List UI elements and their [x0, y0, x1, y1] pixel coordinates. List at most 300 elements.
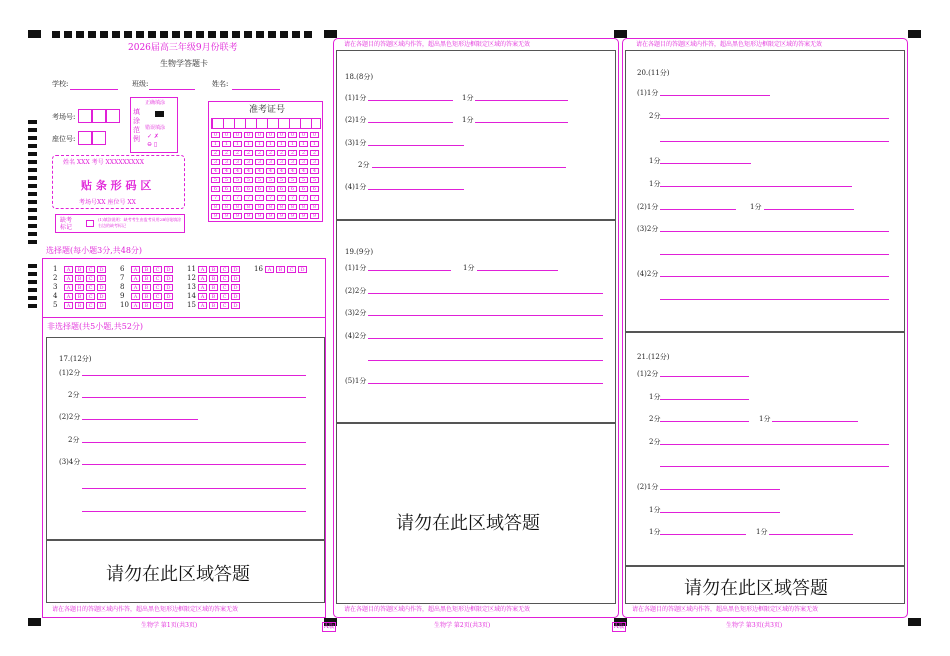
corner-mark-br — [908, 618, 921, 626]
mc-option-bubble[interactable]: A — [131, 284, 140, 291]
mc-option-bubble[interactable]: D — [97, 293, 106, 300]
admission-digit-bubble[interactable]: 0 — [244, 132, 253, 138]
mc-option-bubble[interactable]: C — [220, 302, 229, 309]
seat-box-1[interactable] — [78, 131, 92, 145]
admission-digit-bubble[interactable]: 6 — [255, 186, 264, 192]
p2-no-answer: 请勿在此区域答题 — [396, 513, 540, 534]
p2-warning-top: 请在各题目的答题区域内作答，超出黑色矩形边框限定区域的答案无效 — [344, 41, 531, 48]
admission-digit-bubble[interactable]: 6 — [277, 186, 286, 192]
admission-digit-bubble[interactable]: 5 — [288, 177, 297, 183]
q17-line1[interactable] — [82, 375, 306, 376]
mc-option-bubble[interactable]: C — [86, 302, 95, 309]
mc-option-bubble[interactable]: A — [198, 293, 207, 300]
q19-d: (4)2分 — [345, 332, 367, 340]
q19-line-d2[interactable] — [368, 360, 603, 361]
q18-b2: 1分 — [462, 116, 474, 124]
timing-strip-left — [28, 120, 37, 248]
admission-digit-bubble[interactable]: 2 — [255, 150, 264, 156]
q21-line-c[interactable] — [660, 421, 749, 422]
room-box-2[interactable] — [92, 109, 106, 123]
q19-line-a2[interactable] — [477, 270, 558, 271]
admission-digit-bubble[interactable]: 9 — [266, 213, 275, 219]
admission-digit-bubble[interactable]: 0 — [310, 132, 319, 138]
q21-line-e[interactable] — [660, 489, 780, 490]
q17-l1: (1)2分 — [59, 369, 81, 377]
mc-option-bubble[interactable]: B — [142, 302, 151, 309]
admission-digit-bubble[interactable]: 3 — [288, 159, 297, 165]
room-box-1[interactable] — [78, 109, 92, 123]
admission-digit-bubble[interactable]: 9 — [310, 213, 319, 219]
room-box-3[interactable] — [106, 109, 120, 123]
mc-option-bubble[interactable]: A — [131, 293, 140, 300]
mc-option-bubble[interactable]: C — [153, 302, 162, 309]
mc-option-bubble[interactable]: A — [198, 302, 207, 309]
admission-digit-bubble[interactable]: 4 — [211, 168, 220, 174]
admission-digit-bubble[interactable]: 6 — [233, 186, 242, 192]
admission-digit-bubble[interactable]: 7 — [211, 195, 220, 201]
admission-digit-bubble[interactable]: 0 — [222, 132, 231, 138]
admission-digit-bubble[interactable]: 4 — [244, 168, 253, 174]
q21-a: (1)2分 — [637, 370, 659, 378]
admission-digit-bubble[interactable]: 8 — [288, 204, 297, 210]
q20-line-e2[interactable] — [764, 209, 854, 210]
admission-digit-bubble[interactable]: 4 — [222, 168, 231, 174]
admission-digit-bubble[interactable]: 3 — [266, 159, 275, 165]
q21-line-b[interactable] — [660, 399, 749, 400]
q21-line-g2[interactable] — [769, 534, 853, 535]
q17-line3[interactable] — [82, 419, 198, 420]
admission-digit-bubble[interactable]: 7 — [244, 195, 253, 201]
admission-digit-bubble[interactable]: 4 — [266, 168, 275, 174]
mc-question-number: 14 — [187, 292, 196, 300]
q20-line-b2[interactable] — [660, 141, 889, 142]
mc-question-number: 15 — [187, 301, 196, 309]
admission-digit-bubble[interactable]: 2 — [310, 150, 319, 156]
seat-box-2[interactable] — [92, 131, 106, 145]
q20-f: (3)2分 — [637, 225, 659, 233]
admission-digit-bubble[interactable]: 2 — [211, 150, 220, 156]
school-field[interactable] — [70, 89, 118, 90]
mc-option-bubble[interactable]: A — [64, 284, 73, 291]
seat-label: 座位号: — [52, 135, 76, 143]
admission-digit-bubble[interactable]: 1 — [288, 141, 297, 147]
admission-digit-bubble[interactable]: 5 — [266, 177, 275, 183]
mc-option-bubble[interactable]: D — [97, 302, 106, 309]
correct-fill-mark — [155, 111, 164, 117]
admission-digit-bubble[interactable]: 2 — [244, 150, 253, 156]
q21-line-d2[interactable] — [660, 466, 889, 467]
mc-option-bubble[interactable]: B — [142, 284, 151, 291]
mc-option-bubble[interactable]: A — [64, 293, 73, 300]
admission-digit-bubble[interactable]: 6 — [299, 186, 308, 192]
q21-line-g[interactable] — [660, 534, 746, 535]
mc-option-bubble[interactable]: B — [142, 293, 151, 300]
mc-option-bubble[interactable]: D — [97, 266, 106, 273]
mc-option-bubble[interactable]: C — [153, 284, 162, 291]
absent-label: 缺考标记 — [60, 217, 73, 231]
barcode-room-line: 考场号XX 座位号 XX — [79, 199, 136, 206]
class-field[interactable] — [149, 89, 195, 90]
admission-digit-bubble[interactable]: 5 — [299, 177, 308, 183]
admission-digit-bubble[interactable]: 9 — [233, 213, 242, 219]
admission-digit-bubble[interactable]: 9 — [244, 213, 253, 219]
admission-digit-bubble[interactable]: 7 — [222, 195, 231, 201]
q19-a: (1)1分 — [345, 264, 367, 272]
admission-digit-bubble[interactable]: 4 — [233, 168, 242, 174]
mc-option-bubble[interactable]: A — [131, 302, 140, 309]
q20-line-f[interactable] — [660, 231, 889, 232]
q20-line-b[interactable] — [660, 118, 889, 119]
q20-c: 1分 — [649, 157, 661, 165]
admission-digit-bubble[interactable]: 4 — [310, 168, 319, 174]
admission-digit-bubble[interactable]: 5 — [255, 177, 264, 183]
mc-option-bubble[interactable]: B — [209, 302, 218, 309]
nonmc-title: 非选择题(共5小题,共52分) — [47, 322, 144, 331]
admission-digit-bubble[interactable]: 8 — [233, 204, 242, 210]
fill-example — [130, 97, 178, 153]
admission-digit-bubble[interactable]: 6 — [310, 186, 319, 192]
admission-digit-bubble[interactable]: 2 — [222, 150, 231, 156]
q18-box — [336, 50, 616, 220]
mc-option-bubble[interactable]: C — [220, 275, 229, 282]
admission-digit-bubble[interactable]: 2 — [233, 150, 242, 156]
admission-digit-bubble[interactable]: 7 — [288, 195, 297, 201]
q21-d: 2分 — [649, 438, 661, 446]
q17-line2[interactable] — [82, 397, 306, 398]
admission-digit-bubble[interactable]: 9 — [277, 213, 286, 219]
q19-e: (5)1分 — [345, 377, 367, 385]
q21-c: 2分 — [649, 415, 661, 423]
p1-warning: 请在各题目的答题区域内作答，超出黑色矩形边框限定区域的答案无效 — [52, 606, 239, 613]
mc-option-bubble[interactable]: C — [153, 266, 162, 273]
mc-option-bubble[interactable]: C — [287, 266, 296, 273]
mc-option-bubble[interactable]: A — [64, 275, 73, 282]
admission-digit-bubble[interactable]: 3 — [255, 159, 264, 165]
q20-line-e[interactable] — [660, 209, 736, 210]
mc-option-bubble[interactable]: C — [86, 293, 95, 300]
exam-title: 2026届高三年级9月份联考 — [128, 43, 238, 53]
p3-warning-bottom: 请在各题目的答题区域内作答，超出黑色矩形边框限定区域的答案无效 — [632, 606, 819, 613]
mc-question-number: 5 — [53, 301, 58, 309]
q19-line-d[interactable] — [368, 338, 603, 339]
q17-line4[interactable] — [82, 442, 306, 443]
mc-option-bubble[interactable]: A — [198, 266, 207, 273]
admission-digit-bubble[interactable]: 1 — [233, 141, 242, 147]
q20-line-g2[interactable] — [660, 299, 889, 300]
mc-option-bubble[interactable]: C — [86, 275, 95, 282]
mc-option-bubble[interactable]: D — [298, 266, 307, 273]
admission-digit-bubble[interactable]: 8 — [211, 204, 220, 210]
q20-line-f2[interactable] — [660, 254, 889, 255]
q21-c2: 1分 — [759, 415, 771, 423]
admission-digit-bubble[interactable]: 9 — [211, 213, 220, 219]
admission-digit-bubble[interactable]: 9 — [299, 213, 308, 219]
admission-digit-bubble[interactable]: 8 — [277, 204, 286, 210]
admission-digit-bubble[interactable]: 8 — [299, 204, 308, 210]
q18-line-e[interactable] — [368, 189, 464, 190]
version-mark-2: A版 — [614, 623, 625, 630]
mc-option-bubble[interactable]: C — [86, 284, 95, 291]
admission-digit-bubble[interactable]: 8 — [266, 204, 275, 210]
q21-b: 1分 — [649, 393, 661, 401]
mc-option-bubble[interactable]: B — [75, 284, 84, 291]
mc-option-bubble[interactable]: A — [198, 275, 207, 282]
mc-question-number: 8 — [120, 283, 125, 291]
admission-digit-bubble[interactable]: 6 — [266, 186, 275, 192]
p1-no-answer: 请勿在此区域答题 — [106, 564, 250, 585]
admission-digit-bubble[interactable]: 3 — [299, 159, 308, 165]
admission-digit-bubble[interactable]: 9 — [255, 213, 264, 219]
mc-option-bubble[interactable]: D — [164, 275, 173, 282]
name-field[interactable] — [232, 89, 280, 90]
mc-option-bubble[interactable]: C — [220, 293, 229, 300]
q18-e: (4)1分 — [345, 183, 367, 191]
admission-digit-bubble[interactable]: 1 — [211, 141, 220, 147]
q18-c: (3)1分 — [345, 139, 367, 147]
school-label: 学校: — [52, 80, 69, 88]
q20-line-d[interactable] — [660, 186, 852, 187]
admission-digit-bubble[interactable]: 2 — [288, 150, 297, 156]
mc-option-bubble[interactable]: B — [142, 266, 151, 273]
admission-digit-bubble[interactable]: 8 — [255, 204, 264, 210]
admission-digit-bubble[interactable]: 0 — [288, 132, 297, 138]
wrong-fill-marks: ✓ ✗ ⊖ ▯ — [147, 133, 159, 148]
mc-option-bubble[interactable]: D — [97, 275, 106, 282]
barcode-area — [52, 155, 185, 209]
mc-option-bubble[interactable]: C — [220, 266, 229, 273]
admission-digit-bubble[interactable]: 7 — [233, 195, 242, 201]
admission-digit-bubble[interactable]: 2 — [266, 150, 275, 156]
q20-title: 20.(11分) — [637, 69, 670, 77]
q18-d: 2分 — [358, 161, 370, 169]
mc-option-bubble[interactable]: B — [209, 275, 218, 282]
admission-digit-bubble[interactable]: 8 — [310, 204, 319, 210]
mc-option-bubble[interactable]: A — [64, 266, 73, 273]
admission-digit-bubble[interactable]: 5 — [244, 177, 253, 183]
mc-option-bubble[interactable]: C — [86, 266, 95, 273]
fill-example-side: 填涂范例 — [133, 108, 140, 143]
admission-digit-bubble[interactable]: 6 — [211, 186, 220, 192]
q21-g: 1分 — [649, 528, 661, 536]
q21-line-f[interactable] — [660, 512, 780, 513]
q17-l5: (3)4分 — [59, 458, 81, 466]
q17-l2: 2分 — [68, 391, 80, 399]
mc-question-number: 4 — [53, 292, 58, 300]
admission-digit-bubble[interactable]: 1 — [255, 141, 264, 147]
q21-e: (2)1分 — [637, 483, 659, 491]
mc-question-number: 16 — [254, 265, 263, 273]
mc-option-bubble[interactable]: B — [75, 293, 84, 300]
admission-digit-bubble[interactable]: 6 — [244, 186, 253, 192]
admission-digit-bubble[interactable]: 1 — [277, 141, 286, 147]
admission-digit-bubble[interactable]: 0 — [233, 132, 242, 138]
q17-line7[interactable] — [82, 511, 306, 512]
q20-e2: 1分 — [750, 203, 762, 211]
p2-warning-bottom: 请在各题目的答题区域内作答，超出黑色矩形边框限定区域的答案无效 — [344, 606, 531, 613]
q21-line-d[interactable] — [660, 444, 889, 445]
q19-b: (2)2分 — [345, 287, 367, 295]
q21-title: 21.(12分) — [637, 353, 670, 361]
admission-digit-bubble[interactable]: 1 — [266, 141, 275, 147]
admission-digit-bubble[interactable]: 5 — [310, 177, 319, 183]
card-title: 生物学答题卡 — [160, 59, 208, 68]
admission-digit-bubble[interactable]: 9 — [288, 213, 297, 219]
q20-g: (4)2分 — [637, 270, 659, 278]
q18-a: (1)1分 — [345, 94, 367, 102]
q21-line-a[interactable] — [660, 376, 749, 377]
q18-line-b[interactable] — [368, 122, 453, 123]
admission-digit-bubble[interactable]: 2 — [299, 150, 308, 156]
admission-digit-bubble[interactable]: 5 — [222, 177, 231, 183]
q21-line-c2[interactable] — [772, 421, 858, 422]
mc-question-number: 7 — [120, 274, 125, 282]
admission-digit-bubble[interactable]: 7 — [277, 195, 286, 201]
q18-line-a[interactable] — [368, 100, 453, 101]
admission-digit-bubble[interactable]: 9 — [222, 213, 231, 219]
q19-line-c[interactable] — [368, 315, 603, 316]
admission-digit-bubble[interactable]: 8 — [222, 204, 231, 210]
q18-line-c[interactable] — [368, 145, 464, 146]
admission-digit-bubble[interactable]: 4 — [277, 168, 286, 174]
q19-a2: 1分 — [463, 264, 475, 272]
mc-option-bubble[interactable]: A — [131, 266, 140, 273]
admission-digit-bubble[interactable]: 5 — [211, 177, 220, 183]
admission-digit-bubble[interactable]: 2 — [277, 150, 286, 156]
barcode-name-line: 姓名 XXX 考号 XXXXXXXXX — [63, 159, 144, 166]
corner-mark-tr — [908, 30, 921, 38]
q20-line-g[interactable] — [660, 276, 889, 277]
class-label: 班级: — [132, 80, 149, 88]
mc-option-bubble[interactable]: D — [164, 293, 173, 300]
q20-line-a[interactable] — [660, 95, 770, 96]
mc-option-bubble[interactable]: D — [164, 284, 173, 291]
timing-strip-left2 — [28, 264, 37, 310]
admission-digit-bubble[interactable]: 0 — [299, 132, 308, 138]
mc-option-bubble[interactable]: B — [75, 302, 84, 309]
admission-digit-bubble[interactable]: 4 — [299, 168, 308, 174]
admission-digit-bubble[interactable]: 6 — [222, 186, 231, 192]
mc-option-bubble[interactable]: D — [231, 284, 240, 291]
mc-option-bubble[interactable]: B — [209, 266, 218, 273]
admission-digit-bubble[interactable]: 3 — [244, 159, 253, 165]
mc-question-number: 12 — [187, 274, 196, 282]
q19-line-b[interactable] — [368, 293, 603, 294]
p3-no-answer: 请勿在此区域答题 — [684, 578, 828, 599]
admission-digit-bubble[interactable]: 3 — [310, 159, 319, 165]
mc-option-bubble[interactable]: C — [153, 275, 162, 282]
absent-note: (1)填涂说明：缺考考生由监考员用2B铅笔填涂右边的缺考标记 — [98, 217, 182, 228]
admission-digit-bubble[interactable]: 7 — [299, 195, 308, 201]
mc-option-bubble[interactable]: D — [231, 293, 240, 300]
admission-digit-bubble[interactable]: 7 — [255, 195, 264, 201]
q19-line-a[interactable] — [368, 270, 451, 271]
q17-line5[interactable] — [82, 464, 306, 465]
admission-digit-bubble[interactable]: 3 — [233, 159, 242, 165]
admission-digit-bubble[interactable]: 3 — [277, 159, 286, 165]
absent-checkbox[interactable] — [86, 220, 94, 227]
mc-option-bubble[interactable]: D — [164, 302, 173, 309]
admission-digit-bubble[interactable]: 1 — [299, 141, 308, 147]
mc-option-bubble[interactable]: A — [265, 266, 274, 273]
mc-option-bubble[interactable]: B — [75, 275, 84, 282]
q19-title: 19.(9分) — [345, 248, 374, 256]
admission-boxes[interactable] — [211, 118, 321, 129]
q19-line-e[interactable] — [368, 383, 603, 384]
admission-digit-bubble[interactable]: 7 — [266, 195, 275, 201]
admission-digit-bubble[interactable]: 1 — [222, 141, 231, 147]
mc-option-bubble[interactable]: D — [231, 302, 240, 309]
p1-footer: 生物学 第1页(共3页) — [141, 622, 198, 629]
p2-footer: 生物学 第2页(共3页) — [434, 622, 491, 629]
mc-option-bubble[interactable]: D — [164, 266, 173, 273]
mc-question-number: 6 — [120, 265, 125, 273]
q18-line-d[interactable] — [372, 167, 566, 168]
admission-digit-bubble[interactable]: 3 — [222, 159, 231, 165]
admission-digit-bubble[interactable]: 0 — [266, 132, 275, 138]
admission-digit-bubble[interactable]: 6 — [288, 186, 297, 192]
mc-option-bubble[interactable]: A — [64, 302, 73, 309]
absent-box — [55, 214, 185, 233]
mc-option-bubble[interactable]: D — [97, 284, 106, 291]
name-label: 姓名: — [212, 80, 229, 88]
mc-option-bubble[interactable]: B — [276, 266, 285, 273]
q17-title: 17.(12分) — [59, 355, 92, 363]
corner-mark-bl — [28, 618, 41, 626]
mc-question-number: 9 — [120, 292, 125, 300]
admission-digit-bubble[interactable]: 5 — [277, 177, 286, 183]
mc-option-bubble[interactable]: B — [209, 284, 218, 291]
barcode-label: 贴 条 形 码 区 — [81, 179, 152, 192]
mc-option-bubble[interactable]: C — [153, 293, 162, 300]
q20-a: (1)1分 — [637, 89, 659, 97]
correct-fill-label: 正确填涂 — [145, 100, 166, 106]
mc-option-bubble[interactable]: C — [220, 284, 229, 291]
admission-digit-bubble[interactable]: 4 — [288, 168, 297, 174]
q18-line-b2[interactable] — [475, 122, 568, 123]
q20-b: 2分 — [649, 112, 661, 120]
mc-question-number: 3 — [53, 283, 58, 291]
admission-digit-bubble[interactable]: 4 — [255, 168, 264, 174]
mc-option-bubble[interactable]: B — [209, 293, 218, 300]
mc-option-bubble[interactable]: A — [198, 284, 207, 291]
mc-option-bubble[interactable]: D — [231, 275, 240, 282]
q20-d: 1分 — [649, 180, 661, 188]
q18-line-a2[interactable] — [475, 100, 568, 101]
wrong-fill-label: 错误填涂 — [145, 125, 166, 131]
q19-c: (3)2分 — [345, 309, 367, 317]
q17-line6[interactable] — [82, 488, 306, 489]
admission-digit-bubble[interactable]: 5 — [233, 177, 242, 183]
admission-digit-bubble[interactable]: 1 — [244, 141, 253, 147]
admission-digit-bubble[interactable]: 1 — [310, 141, 319, 147]
mc-option-bubble[interactable]: B — [142, 275, 151, 282]
admission-digit-bubble[interactable]: 0 — [211, 132, 220, 138]
q17-l4: 2分 — [68, 436, 80, 444]
q20-line-c[interactable] — [660, 163, 751, 164]
mc-option-bubble[interactable]: D — [231, 266, 240, 273]
p3-footer: 生物学 第3页(共3页) — [726, 622, 783, 629]
admission-digit-bubble[interactable]: 7 — [310, 195, 319, 201]
admission-grid — [208, 101, 323, 222]
mc-option-bubble[interactable]: B — [75, 266, 84, 273]
p3-warning-top: 请在各题目的答题区域内作答，超出黑色矩形边框限定区域的答案无效 — [636, 41, 823, 48]
q18-b: (2)1分 — [345, 116, 367, 124]
admission-digit-bubble[interactable]: 3 — [211, 159, 220, 165]
admission-digit-bubble[interactable]: 0 — [277, 132, 286, 138]
mc-option-bubble[interactable]: A — [131, 275, 140, 282]
admission-digit-bubble[interactable]: 8 — [244, 204, 253, 210]
admission-digit-bubble[interactable]: 0 — [255, 132, 264, 138]
